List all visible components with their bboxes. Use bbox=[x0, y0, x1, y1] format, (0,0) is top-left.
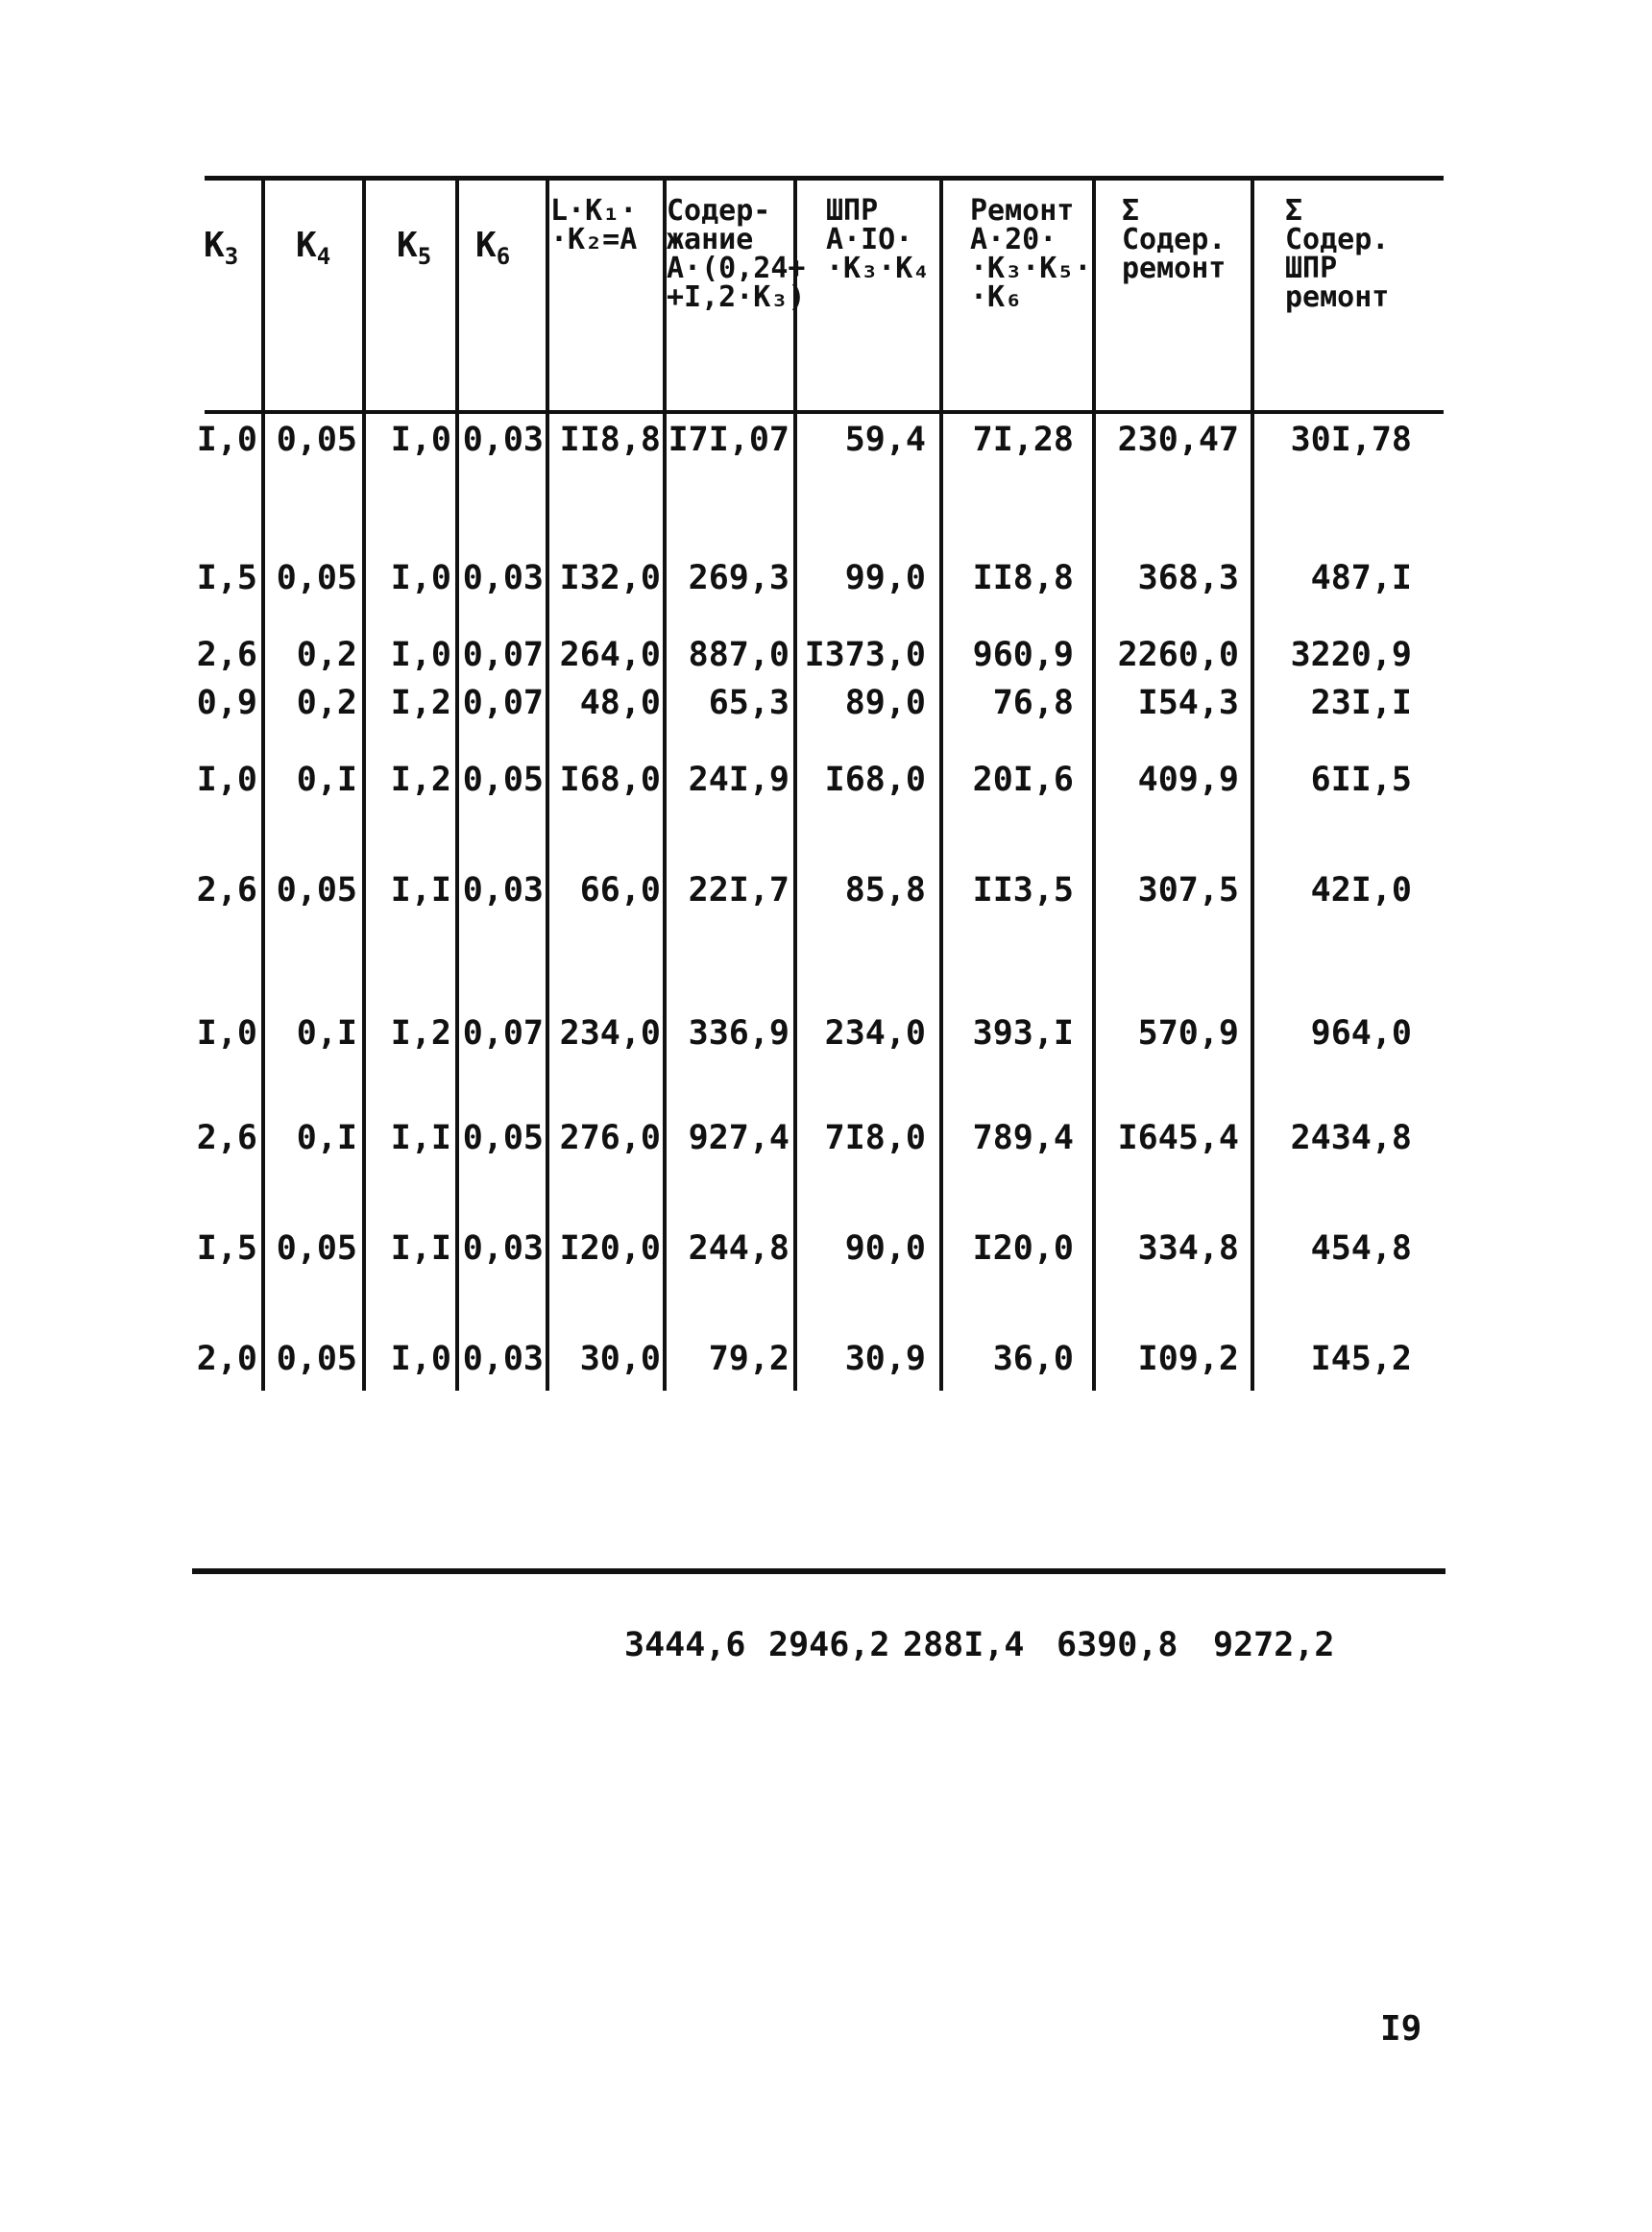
cell-shpr: 7I8,0 bbox=[824, 1119, 926, 1157]
cell-shpr: I373,0 bbox=[804, 636, 926, 674]
cell-k3: 2,6 bbox=[196, 636, 257, 674]
cell-sum-soder-remont: 368,3 bbox=[1137, 559, 1239, 597]
cell-shpr: 234,0 bbox=[824, 1014, 926, 1053]
cell-sum-soder-remont: 570,9 bbox=[1137, 1014, 1239, 1053]
cell-k4: 0,05 bbox=[276, 421, 357, 459]
column-divider bbox=[455, 181, 459, 1391]
cell-k5: I,I bbox=[390, 871, 451, 910]
cell-shpr: 89,0 bbox=[844, 684, 926, 722]
cell-k6: 0,05 bbox=[462, 1119, 544, 1157]
cell-sum-all: 2434,8 bbox=[1290, 1119, 1412, 1157]
cell-shpr: 59,4 bbox=[844, 421, 926, 459]
cell-remont: 76,8 bbox=[992, 684, 1074, 722]
header-soderzhanie: Содер- жание A·(0,24+ +I,2·K₃) bbox=[667, 194, 806, 314]
header-k5: $K_5$ bbox=[397, 226, 432, 271]
totals-rule bbox=[192, 1568, 1446, 1574]
cell-sum-soder-remont: 409,9 bbox=[1137, 761, 1239, 799]
cell-a: 48,0 bbox=[579, 684, 661, 722]
cell-k6: 0,07 bbox=[462, 684, 544, 722]
cell-soderzhanie: 269,3 bbox=[688, 559, 790, 597]
cell-k3: I,0 bbox=[196, 421, 257, 459]
cell-k6: 0,07 bbox=[462, 1014, 544, 1053]
cell-sum-all: 42I,0 bbox=[1310, 871, 1412, 910]
cell-k3: 2,0 bbox=[196, 1340, 257, 1378]
column-divider bbox=[362, 181, 366, 1391]
cell-remont: 789,4 bbox=[972, 1119, 1074, 1157]
cell-sum-all: I45,2 bbox=[1310, 1340, 1412, 1378]
cell-shpr: 90,0 bbox=[844, 1229, 926, 1268]
cell-k4: 0,2 bbox=[296, 636, 357, 674]
header-k6: $K_6$ bbox=[475, 226, 511, 271]
cell-k5: I,0 bbox=[390, 636, 451, 674]
cell-sum-soder-remont: 230,47 bbox=[1117, 421, 1239, 459]
cell-k4: 0,I bbox=[296, 761, 357, 799]
cell-remont: II3,5 bbox=[972, 871, 1074, 910]
header-shpr: ШПР A·IO· ·K₃·K₄ bbox=[826, 194, 931, 285]
cell-a: 30,0 bbox=[579, 1340, 661, 1378]
cell-k4: 0,05 bbox=[276, 1229, 357, 1268]
cell-sum-all: 6II,5 bbox=[1310, 761, 1412, 799]
column-divider bbox=[261, 181, 265, 1391]
cell-soderzhanie: 887,0 bbox=[688, 636, 790, 674]
cell-k4: 0,2 bbox=[296, 684, 357, 722]
cell-sum-soder-remont: I54,3 bbox=[1137, 684, 1239, 722]
cell-k3: 0,9 bbox=[196, 684, 257, 722]
cell-remont: 393,I bbox=[972, 1014, 1074, 1053]
cell-sum-soder-remont: I645,4 bbox=[1117, 1119, 1239, 1157]
header-k4: $K_4$ bbox=[296, 226, 331, 271]
header-sum-soder-shpr-remont: Σ Содер. ШПР ремонт bbox=[1285, 194, 1390, 314]
cell-k4: 0,I bbox=[296, 1014, 357, 1053]
cell-shpr: 30,9 bbox=[844, 1340, 926, 1378]
cell-k6: 0,05 bbox=[462, 761, 544, 799]
total-remont: 288I,4 bbox=[903, 1626, 1025, 1664]
cell-k4: 0,05 bbox=[276, 559, 357, 597]
total-sum-soder-remont: 6390,8 bbox=[1057, 1626, 1178, 1664]
cell-sum-all: 487,I bbox=[1310, 559, 1412, 597]
cell-shpr: 85,8 bbox=[844, 871, 926, 910]
cell-k6: 0,07 bbox=[462, 636, 544, 674]
cell-shpr: 99,0 bbox=[844, 559, 926, 597]
header-a: L·K₁· ·K₂=A bbox=[550, 194, 638, 256]
cell-k3: 2,6 bbox=[196, 1119, 257, 1157]
cell-sum-soder-remont: I09,2 bbox=[1137, 1340, 1239, 1378]
cell-sum-all: 23I,I bbox=[1310, 684, 1412, 722]
cell-k3: I,5 bbox=[196, 1229, 257, 1268]
header-sum-soder-remont: Σ Содер. ремонт bbox=[1122, 194, 1227, 285]
cell-soderzhanie: 22I,7 bbox=[688, 871, 790, 910]
cell-k5: I,2 bbox=[390, 761, 451, 799]
cell-soderzhanie: 24I,9 bbox=[688, 761, 790, 799]
cell-k5: I,2 bbox=[390, 1014, 451, 1053]
cell-a: 66,0 bbox=[579, 871, 661, 910]
cell-remont: I20,0 bbox=[972, 1229, 1074, 1268]
cell-a: 234,0 bbox=[559, 1014, 661, 1053]
total-soderzhanie: 3444,6 bbox=[624, 1626, 746, 1664]
header-k3: $K_3$ bbox=[204, 226, 239, 271]
cell-remont: 7I,28 bbox=[972, 421, 1074, 459]
cell-remont: 20I,6 bbox=[972, 761, 1074, 799]
column-divider bbox=[663, 181, 667, 1391]
cell-k3: I,5 bbox=[196, 559, 257, 597]
header-remont: Ремонт A·20· ·K₃·K₅· ·K₆ bbox=[970, 194, 1092, 314]
cell-a: I20,0 bbox=[559, 1229, 661, 1268]
cell-a: 276,0 bbox=[559, 1119, 661, 1157]
cell-k3: I,0 bbox=[196, 761, 257, 799]
cell-a: I32,0 bbox=[559, 559, 661, 597]
column-divider bbox=[1092, 181, 1096, 1391]
cell-k4: 0,05 bbox=[276, 1340, 357, 1378]
cell-soderzhanie: 244,8 bbox=[688, 1229, 790, 1268]
cell-shpr: I68,0 bbox=[824, 761, 926, 799]
cell-sum-all: 30I,78 bbox=[1290, 421, 1412, 459]
cell-sum-soder-remont: 307,5 bbox=[1137, 871, 1239, 910]
header-separator-rule bbox=[205, 410, 1444, 414]
column-divider bbox=[939, 181, 943, 1391]
cell-k3: I,0 bbox=[196, 1014, 257, 1053]
cell-k4: 0,05 bbox=[276, 871, 357, 910]
cell-a: I68,0 bbox=[559, 761, 661, 799]
cell-sum-all: 964,0 bbox=[1310, 1014, 1412, 1053]
cell-a: 264,0 bbox=[559, 636, 661, 674]
cell-k5: I,0 bbox=[390, 559, 451, 597]
cell-remont: II8,8 bbox=[972, 559, 1074, 597]
total-shpr: 2946,2 bbox=[768, 1626, 890, 1664]
table-top-rule bbox=[205, 176, 1444, 181]
cell-k6: 0,03 bbox=[462, 871, 544, 910]
cell-remont: 960,9 bbox=[972, 636, 1074, 674]
cell-k3: 2,6 bbox=[196, 871, 257, 910]
total-sum-all: 9272,2 bbox=[1213, 1626, 1335, 1664]
column-divider bbox=[1251, 181, 1254, 1391]
cell-soderzhanie: 79,2 bbox=[708, 1340, 790, 1378]
cell-k6: 0,03 bbox=[462, 421, 544, 459]
cell-k5: I,0 bbox=[390, 421, 451, 459]
cell-k5: I,I bbox=[390, 1119, 451, 1157]
cell-sum-all: 3220,9 bbox=[1290, 636, 1412, 674]
cell-k5: I,0 bbox=[390, 1340, 451, 1378]
cell-soderzhanie: 927,4 bbox=[688, 1119, 790, 1157]
cell-k6: 0,03 bbox=[462, 1340, 544, 1378]
cell-sum-all: 454,8 bbox=[1310, 1229, 1412, 1268]
cell-k6: 0,03 bbox=[462, 559, 544, 597]
cell-soderzhanie: 65,3 bbox=[708, 684, 790, 722]
cell-soderzhanie: 336,9 bbox=[688, 1014, 790, 1053]
cell-soderzhanie: I7I,07 bbox=[668, 421, 790, 459]
cell-sum-soder-remont: 2260,0 bbox=[1117, 636, 1239, 674]
cell-a: II8,8 bbox=[559, 421, 661, 459]
cell-k5: I,I bbox=[390, 1229, 451, 1268]
cell-sum-soder-remont: 334,8 bbox=[1137, 1229, 1239, 1268]
cell-k4: 0,I bbox=[296, 1119, 357, 1157]
column-divider bbox=[793, 181, 797, 1391]
cell-k5: I,2 bbox=[390, 684, 451, 722]
cell-k6: 0,03 bbox=[462, 1229, 544, 1268]
cell-remont: 36,0 bbox=[992, 1340, 1074, 1378]
page-number: I9 bbox=[1380, 2009, 1422, 2049]
column-divider bbox=[546, 181, 549, 1391]
